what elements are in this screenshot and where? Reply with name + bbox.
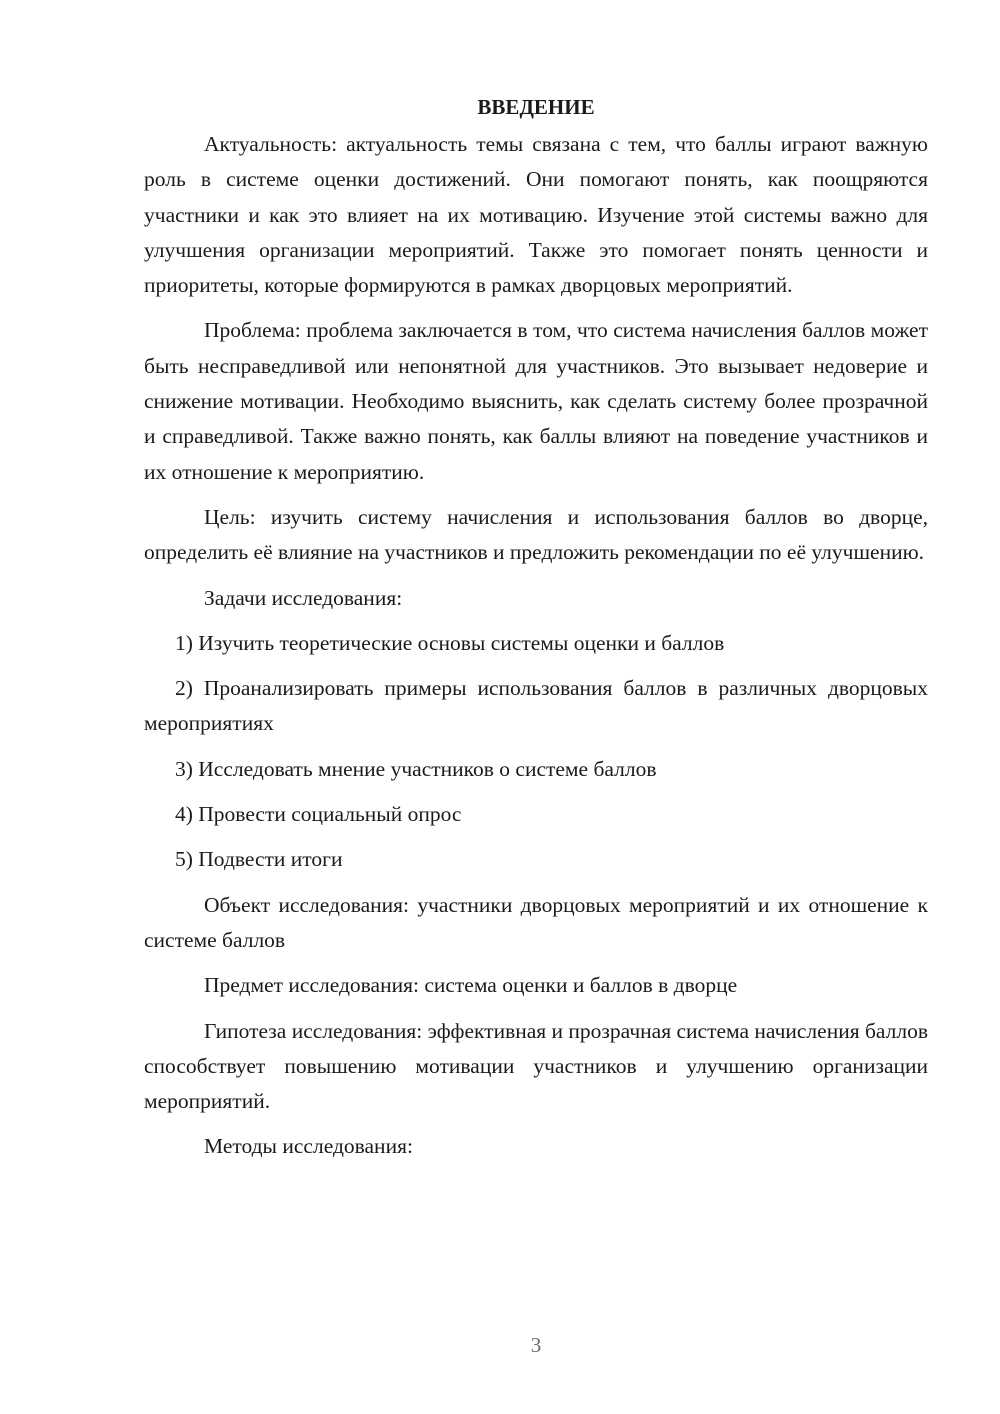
paragraph-actuality: Актуальность: актуальность темы связана с тем, что баллы играют важную роль в системе оценки достижений. Они помогают понять, как поощряются участники и как это влияет на их мотивацию. Изучение этой системы важно для улучшения организации мероприятий. Также это помогает понять ценности и приоритеты, которые формируются в рамках дворцовых мероприятий. xyxy=(144,132,928,298)
page-number: 3 xyxy=(530,1333,542,1357)
paragraph-problem: Проблема: проблема заключается в том, что система начисления баллов может быть несправедливой или непонятной для участников. Это вызывает недоверие и снижение мотивации. Необходимо выяснить, как сделать систему более прозрачной и справедливой. Также важно понять, как баллы влияют на поведение участников и их отношение к мероприятию. xyxy=(144,318,928,484)
document-page xyxy=(144,90,928,1165)
task-item-2: 2) Проанализировать примеры использования баллов в различных дворцовых мероприятиях xyxy=(144,676,928,736)
tasks-heading: Задачи исследования: xyxy=(204,585,403,610)
paragraph-hypothesis: Гипотеза исследования: эффективная и прозрачная система начисления баллов способствует повышению мотивации участников и улучшению организации мероприятий. xyxy=(144,1018,929,1114)
paragraph-methods: Методы исследования: xyxy=(204,1134,413,1159)
task-item-1: 1) Изучить теоретические основы системы оценки и баллов xyxy=(175,630,725,655)
task-item-4: 4) Провести социальный опрос xyxy=(175,802,462,827)
task-item-5: 5) Подвести итоги xyxy=(175,847,343,872)
task-item-3: 3) Исследовать мнение участников о системе баллов xyxy=(175,756,657,781)
section-title: ВВЕДЕНИЕ xyxy=(477,95,595,119)
paragraph-subject: Предмет исследования: система оценки и баллов в дворце xyxy=(204,973,738,998)
paragraph-object: Объект исследования: участники дворцовых мероприятий и их отношение к системе баллов xyxy=(144,892,928,952)
paragraph-goal: Цель: изучить систему начисления и использования баллов во дворце, определить её влияние на участников и предложить рекомендации по её улучшению. xyxy=(144,504,928,565)
